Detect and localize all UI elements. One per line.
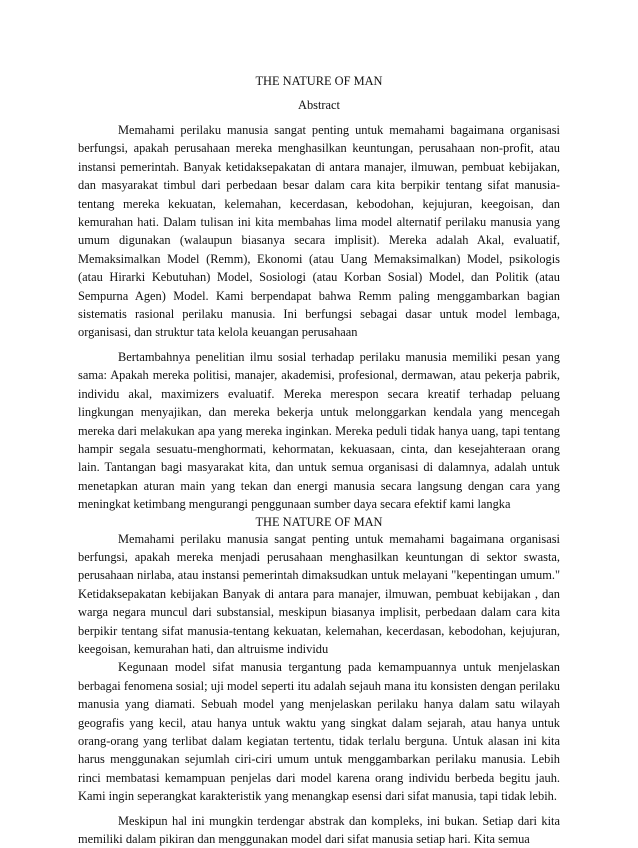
document-title: THE NATURE OF MAN	[255, 74, 383, 88]
abstract-paragraph: Memahami perilaku manusia sangat penting untuk memahami bagaimana organisasi berfungsi, apakah perusahaan mereka menghasilkan keuntungan, perusahaan non-profit, atau instansi pemerintah. Banyak ketidaksepakatan di antara manajer, ilmuwan, pembuat kebijakan, dan masyarakat timbul dari perbedaan besar dalam cara kita berpikir tentang sifat manusia-tentang mereka kekuatan, kelemahan, kecerdasan, kebodohan, kejujuran, keegoisan, dan kemurahan hati. Dalam tulisan ini kita membahas lima model alternatif perilaku manusia yang umum digunakan (walaupun biasanya secara implisit). Mereka adalah Akal, evaluatif, Memaksimalkan Model (Remm), Ekonomi (atau Uang Memaksimalkan) Model, psikologis (atau Hirarki Kebutuhan) Model, Sosiologi (atau Korban Sosial) Model, dan Politik (atau Sempurna Agen) Model. Kami berpendapat bahwa Remm paling menggambarkan bagian sistematis rasional perilaku manusia. Ini berfungsi sebagai dasar untuk model lembaga, organisasi, dan struktur tata kelola keuangan perusahaan	[78, 123, 560, 340]
body-paragraph: Memahami perilaku manusia sangat penting untuk memahami bagaimana organisasi berfungsi, apakah mereka menjadi perusahaan menghasilkan keuntungan di sektor swasta, perusahaan nirlaba, atau instansi pemerintah dimaksudkan untuk melayani "kepentingan umum." Ketidaksepakatan kebijakan Banyak di antara para manajer, ilmuwan, pembuat kebijakan , dan warga negara muncul dari substansial, meskipun biasanya implisit, perbedaan dalam cara kita berpikir tentang sifat manusia-tentang kekuatan, kelemahan, kecerdasan, kebodohan, kejujuran, keegoisan, kemurahan hati, dan altruisme individu	[78, 531, 560, 656]
abstract-heading: Abstract	[298, 98, 340, 112]
section-heading: THE NATURE OF MAN	[255, 514, 383, 529]
body-paragraph: Kegunaan model sifat manusia tergantung pada kemampuannya untuk menjelaskan berbagai fenomena sosial; uji model seperti itu adalah sejauh mana itu konsisten dengan perilaku manusia yang diamati. Sebuah model yang menjelaskan perilaku hanya dalam satu wilayah geografis yang kecil, atau hanya untuk waktu yang singkat dalam sejarah, atau hanya untuk orang-orang yang terlibat dalam kegiatan tertentu, tidak terlalu berguna. Untuk alasan ini kita harus menggunakan sejumlah ciri-ciri umum untuk menggambarkan perilaku manusia. Lebih rinci membatasi kemampuan penjelas dari model karena orang individu berbeda begitu jauh. Kami ingin seperangkat karakteristik yang menangkap esensi dari sifat manusia, tapi tidak lebih.	[78, 660, 560, 804]
body-paragraph: Meskipun hal ini mungkin terdengar abstrak dan kompleks, ini bukan. Setiap dari kita memiliki dalam pikiran dan menggunakan model dari sifat manusia setiap hari. Kita semua	[78, 813, 560, 847]
abstract-paragraph: Bertambahnya penelitian ilmu sosial terhadap perilaku manusia memiliki pesan yang sama: Apakah mereka politisi, manajer, akademisi, profesional, dermawan, atau pekerja pabrik, individu akal, maximizers evaluatif. Mereka merespon secara kreatif terhadap peluang lingkungan menyajikan, dan mereka bekerja untuk melonggarkan kendala yang mencegah mereka dari melakukan apa yang mereka inginkan. Mereka peduli tidak hanya uang, tapi tentang hampir segala sesuatu-menghormati, kehormatan, kekuasaan, cinta, dan kesejahteraan orang lain. Tantangan bagi masyarakat kita, dan untuk semua organisasi di dalamnya, adalah untuk menetapkan aturan main yang tekan dan energi manusia secara langsung dengan cara yang meningkat ketimbang mengurangi penggunaan sumber daya secara efektif kami langka	[78, 349, 560, 512]
